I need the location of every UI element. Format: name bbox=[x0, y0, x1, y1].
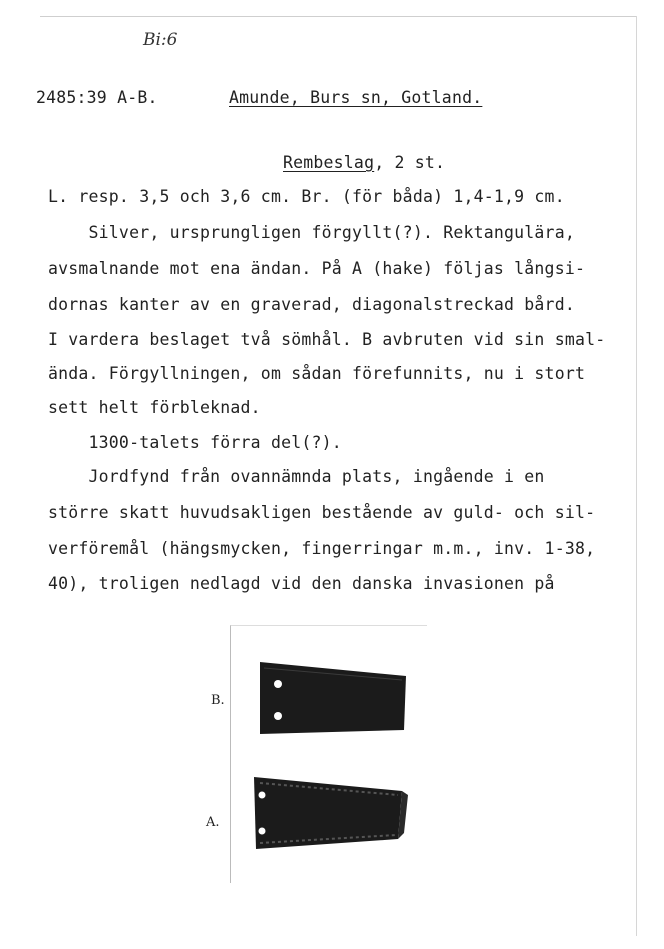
find-location: Amunde, Burs sn, Gotland. bbox=[229, 88, 483, 107]
object-count: , 2 st. bbox=[374, 153, 446, 172]
body-line-7: sett helt förbleknad. bbox=[48, 398, 261, 417]
inventory-number: 2485:39 A-B. bbox=[36, 88, 158, 107]
handwritten-annotation: Bi:6 bbox=[143, 30, 178, 50]
body-line-1: L. resp. 3,5 och 3,6 cm. Br. (för båda) 1,4-1,9 cm. bbox=[48, 187, 565, 206]
mount-a-photo bbox=[252, 775, 410, 851]
photo-label-a: A. bbox=[206, 815, 220, 830]
body-line-8: 1300-talets förra del(?). bbox=[48, 433, 342, 452]
mount-b-photo bbox=[258, 660, 410, 736]
page-edge-top bbox=[40, 16, 636, 17]
photo-label-b: B. bbox=[211, 693, 225, 708]
object-title bbox=[283, 153, 445, 172]
body-line-5: I vardera beslaget två sömhål. B avbruten vid sin smal- bbox=[48, 330, 606, 349]
object-name: Rembeslag bbox=[283, 153, 375, 172]
body-line-4: dornas kanter av en graverad, diagonalstreckad bård. bbox=[48, 295, 575, 314]
body-line-6: ända. Förgyllningen, om sådan förefunnits, nu i stort bbox=[48, 364, 586, 383]
body-line-2: Silver, ursprungligen förgyllt(?). Rektangulära, bbox=[48, 223, 575, 242]
body-line-11: verföremål (hängsmycken, fingerringar m.m., inv. 1-38, bbox=[48, 539, 596, 558]
page-edge-right bbox=[636, 16, 637, 936]
body-line-12: 40), troligen nedlagd vid den danska invasionen på bbox=[48, 574, 555, 593]
body-line-9: Jordfynd från ovannämnda plats, ingående i en bbox=[48, 467, 545, 486]
body-line-3: avsmalnande mot ena ändan. På A (hake) följas långsi- bbox=[48, 259, 586, 278]
body-line-10: större skatt huvudsakligen bestående av guld- och sil- bbox=[48, 503, 596, 522]
